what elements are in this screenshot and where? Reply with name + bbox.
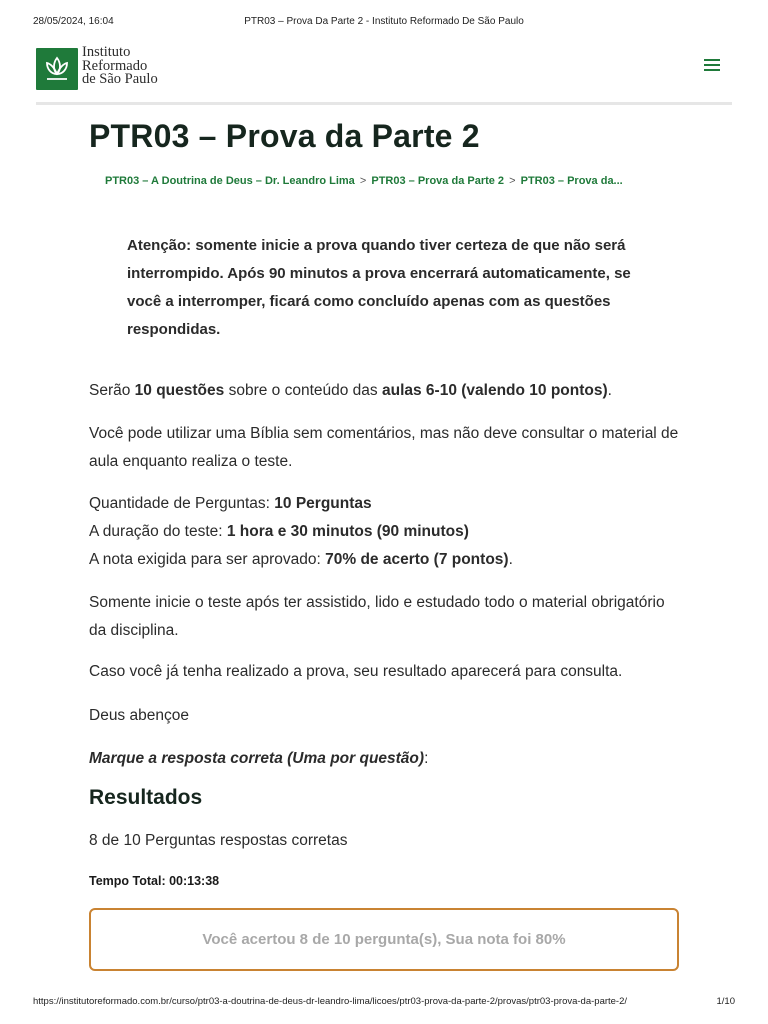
breadcrumb-separator: > [359, 175, 367, 187]
intro-paragraph: Serão 10 questões sobre o conteúdo das aulas 6-10 (valendo 10 pontos). [89, 382, 612, 399]
prerequisite-paragraph: Somente inicie o teste após ter assistido, lido e estudado todo o material obrigatório da disciplina. [89, 594, 665, 639]
score-message: Você acertou 8 de 10 pergunta(s), Sua nota foi 80% [202, 931, 566, 948]
print-url: https://institutoreformado.com.br/curso/ptr03-a-doutrina-de-deus-dr-leandro-lima/licoes/ptr03-prova-da-parte-2/provas/ptr03-prova-da-parte-2/ [33, 996, 628, 1007]
print-date: 28/05/2024, 16:04 [33, 16, 114, 27]
score-box [89, 908, 679, 971]
breadcrumb-link-lesson[interactable]: PTR03 – Prova da Parte 2 [371, 175, 505, 187]
exam-details [89, 490, 679, 574]
site-header [36, 44, 732, 104]
breadcrumb-separator: > [509, 175, 516, 187]
breadcrumb-link-course[interactable]: PTR03 – A Doutrina de Deus – Dr. Leandro Lima [105, 175, 355, 187]
breadcrumb [105, 175, 665, 187]
print-footer [33, 996, 735, 1010]
question-count: 10 questões [134, 382, 225, 399]
lessons-range: aulas 6-10 (valendo 10 pontos) [381, 382, 608, 399]
breadcrumb-link-current[interactable]: PTR03 – Prova da... [520, 175, 623, 187]
hamburger-menu-icon[interactable] [704, 59, 720, 73]
print-header [33, 16, 735, 30]
instruction-text: Marque a resposta correta (Uma por questão): [89, 750, 429, 767]
print-page-number: 1/10 [716, 996, 735, 1007]
blessing-text: Deus abençoe [89, 707, 189, 724]
logo-line: Instituto [82, 44, 131, 60]
page-title: PTR03 – Prova da Parte 2 [89, 118, 480, 154]
detail-duration: A duração do teste: 1 hora e 30 minutos (90 minutos) [89, 523, 469, 540]
detail-passing-grade: A nota exigida para ser aprovado: 70% de acerto (7 pontos). [89, 551, 513, 568]
tulip-icon[interactable] [36, 48, 78, 90]
header-divider [36, 102, 732, 105]
detail-question-count: Quantidade de Perguntas: 10 Perguntas [89, 495, 372, 512]
time-total: Tempo Total: 00:13:38 [89, 874, 220, 888]
site-logo-text[interactable] [82, 46, 158, 87]
logo-line: Reformado [82, 57, 148, 74]
result-info-paragraph: Caso você já tenha realizado a prova, seu resultado aparecerá para consulta. [89, 663, 623, 680]
print-document-title: PTR03 – Prova Da Parte 2 - Instituto Reformado De São Paulo [244, 16, 524, 27]
warning-notice: Atenção: somente inicie a prova quando tiver certeza de que não será interrompido. Após 90 minutos a prova encerrará automaticamente, se você a interromper, ficará como concluído apenas com as questões respondidas. [127, 237, 631, 338]
logo-line: de São Paulo [82, 71, 158, 87]
results-summary: 8 de 10 Perguntas respostas corretas [89, 832, 348, 849]
results-heading: Resultados [89, 786, 203, 809]
bible-rule-paragraph: Você pode utilizar uma Bíblia sem comentários, mas não deve consultar o material de aula enquanto realiza o teste. [89, 425, 679, 470]
